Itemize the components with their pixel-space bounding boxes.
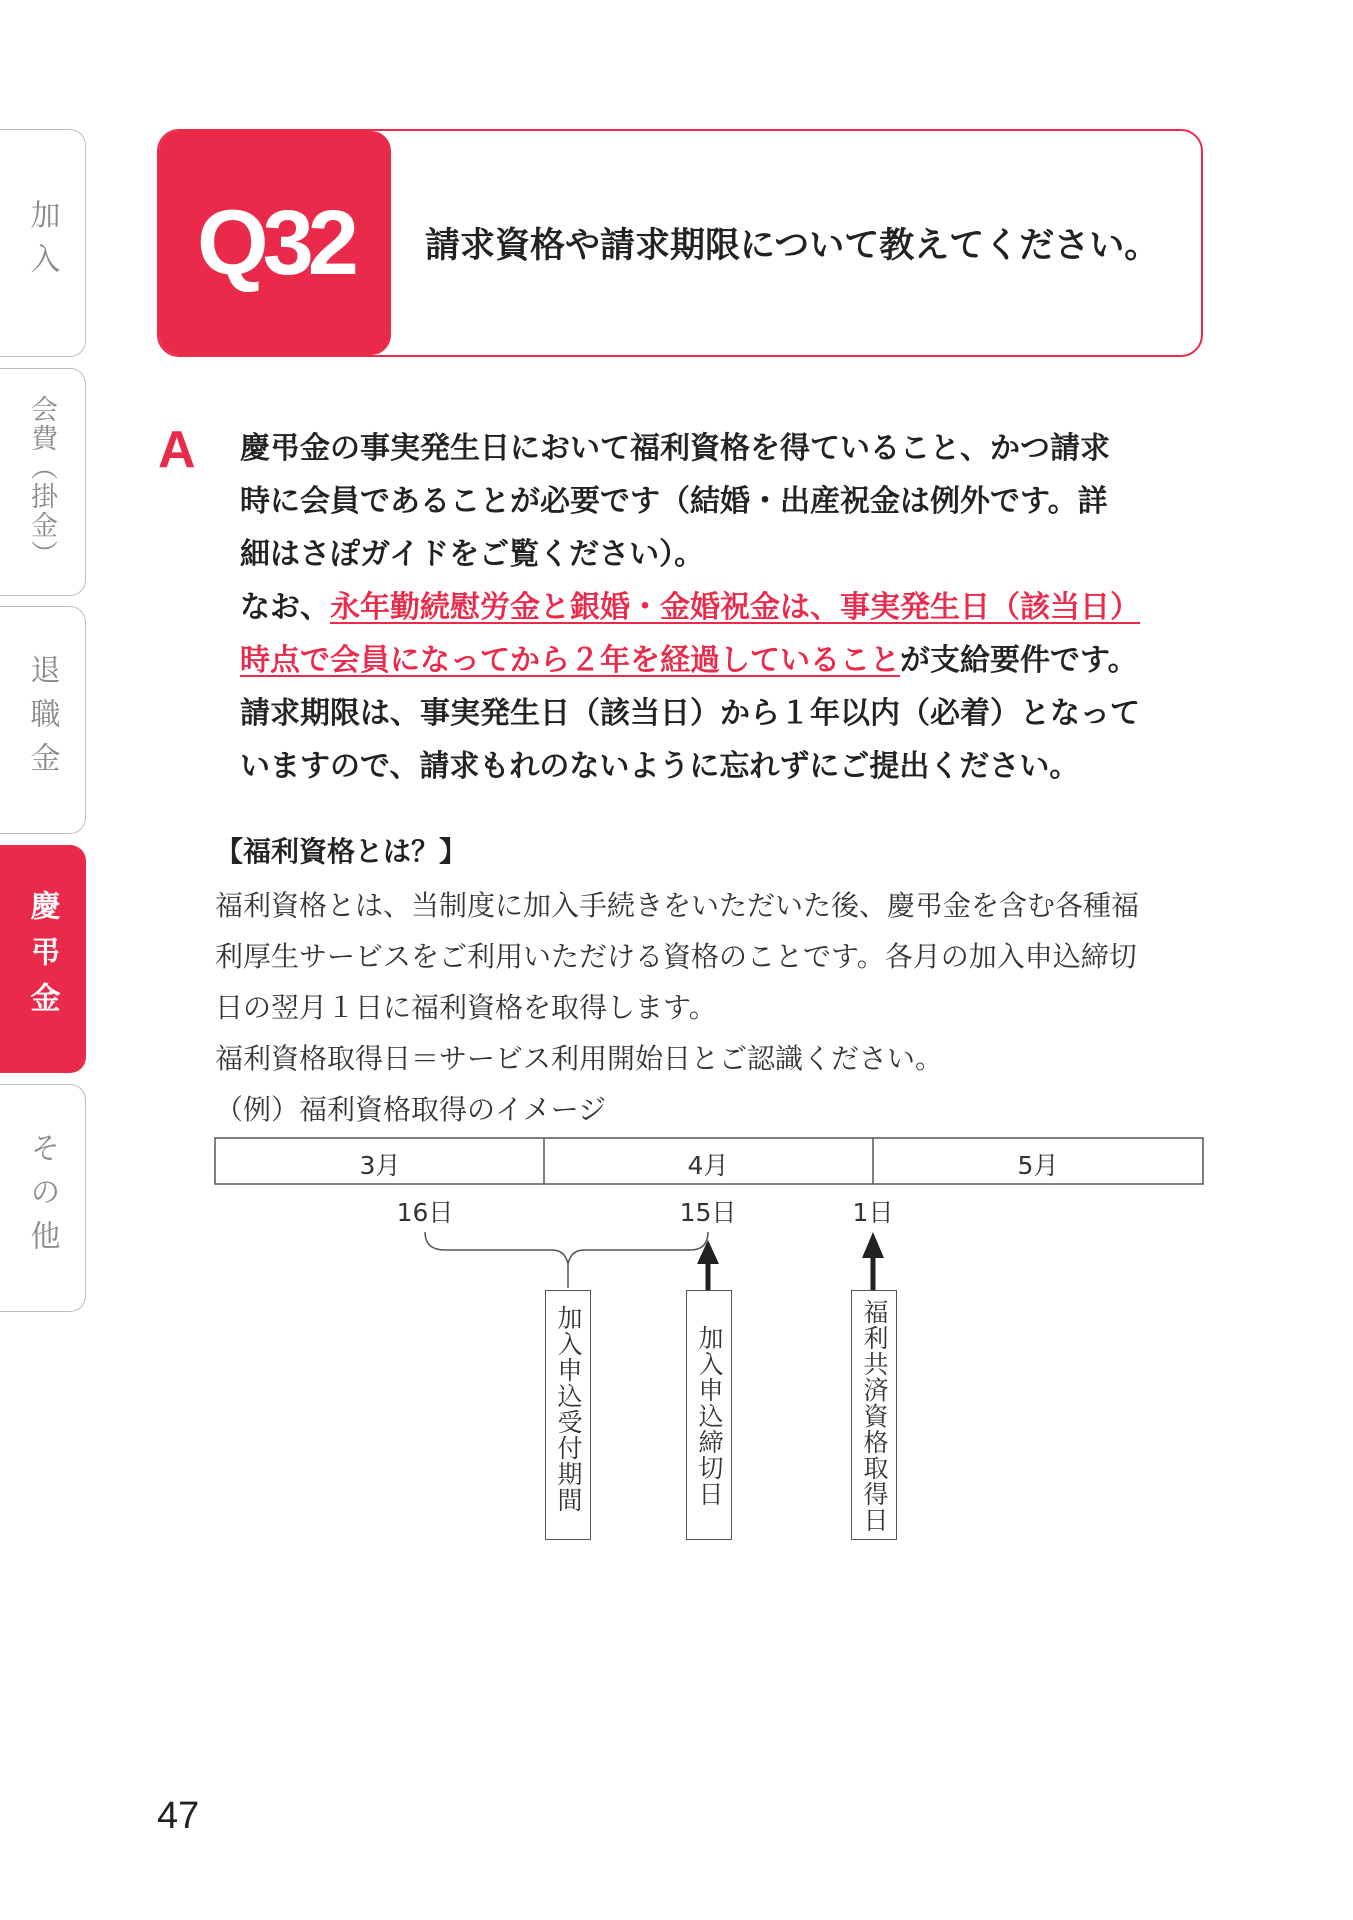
application-period-box [545, 1290, 591, 1540]
day-label: 1日 [852, 1198, 894, 1227]
answer-line: 慶弔金の事実発生日において福利資格を得ていること、かつ請求 [240, 431, 1110, 466]
answer-line: 請求期限は、事実発生日（該当日）から１年以内（必着）となって [240, 696, 1140, 731]
answer-line: いますので、請求もれのないように忘れずにご提出ください。 [240, 749, 1080, 784]
month-label: 5月 [1017, 1151, 1059, 1180]
welfare-heading: 【福利資格とは？】 [215, 835, 468, 868]
side-tab-label: 加入 [24, 199, 60, 287]
answer-line: 細はさぽガイドをご覧ください）。 [240, 537, 705, 572]
welfare-line: 福利資格取得日＝サービス利用開始日とご認識ください。 [215, 1042, 944, 1075]
answer-mark: A [158, 421, 196, 479]
side-tab-label: 退職金 [24, 654, 60, 786]
side-tab-label: 会費（掛金） [26, 395, 57, 569]
welfare-line: 利厚生サービスをご利用いただける資格のことです。各月の加入申込締切 [215, 940, 1137, 973]
day-label: 15日 [679, 1198, 737, 1227]
month-label: 4月 [687, 1151, 729, 1180]
side-tab-label: 慶弔金 [24, 890, 60, 1028]
side-tab-label: その他 [24, 1132, 60, 1264]
answer-text-plain: なお、 [240, 590, 330, 625]
page-number: 47 [157, 1795, 200, 1837]
application-deadline-box [686, 1290, 732, 1540]
box-label: 加入申込受付期間 [554, 1305, 583, 1513]
answer-line: 時に会員であることが必要です（結婚・出産祝金は例外です。詳 [240, 484, 1108, 519]
answer-highlight: 永年勤続慰労金と銀婚・金婚祝金は、事実発生日（該当日） [330, 590, 1140, 625]
period-brace [425, 1232, 708, 1264]
arrow-up-icon [697, 1240, 719, 1264]
question-number: Q32 [197, 191, 353, 294]
welfare-line: （例）福利資格取得のイメージ [215, 1093, 607, 1126]
question-title: 請求資格や請求期限について教えてください。 [425, 226, 1160, 266]
month-label: 3月 [359, 1151, 401, 1180]
welfare-line: 日の翌月１日に福利資格を取得します。 [215, 991, 717, 1024]
welfare-line: 福利資格とは、当制度に加入手続きをいただいた後、慶弔金を含む各種福 [215, 889, 1140, 922]
box-label: 加入申込締切日 [695, 1325, 724, 1507]
qualification-date-box [851, 1290, 897, 1540]
answer-highlight: 時点で会員になってから２年を経過していること [240, 643, 900, 678]
box-label: 福利共済資格取得日 [860, 1299, 889, 1533]
answer-text-plain: が支給要件です。 [900, 643, 1138, 678]
arrow-up-icon [862, 1232, 884, 1258]
day-label: 16日 [396, 1198, 454, 1227]
